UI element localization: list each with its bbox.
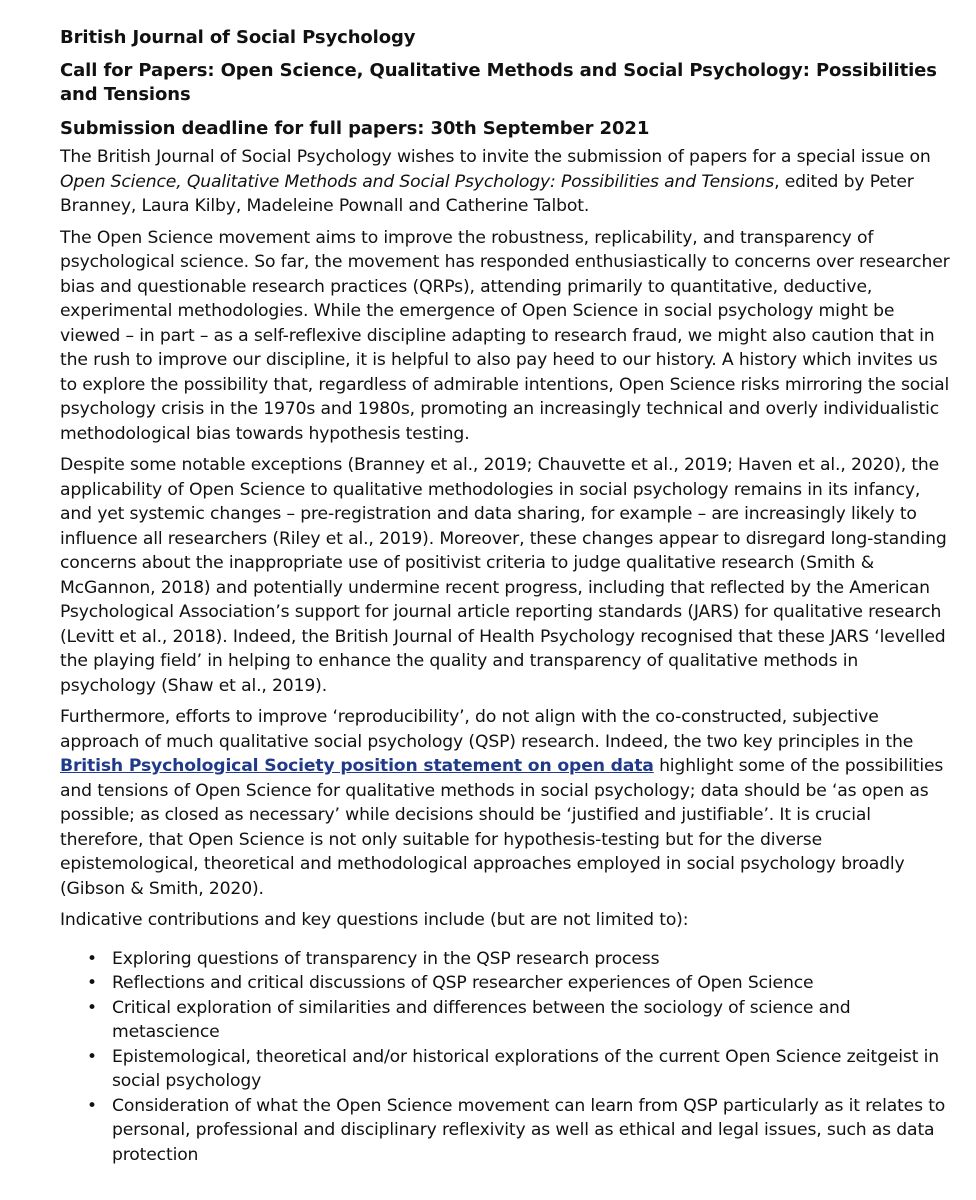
reproducibility-text-before: Furthermore, efforts to improve ‘reproducibility’, do not align with the co-constructed, subjective approach of much qualitative social psychology (QSP) research. Indeed, the two key principles in the [60,707,914,752]
list-item [60,1094,956,1168]
bullet-icon: • [87,973,97,993]
journal-name: British Journal of Social Psychology [60,27,416,48]
list-item [60,971,956,996]
bullet-icon: • [87,1046,97,1067]
list-item [60,947,956,972]
reproducibility-text-after: highlight some of the possibilities and tensions of Open Science for qualitative methods in social psychology; data should be ‘as open as possible; as closed as necessary’ while decisions should be ‘justified and justifiable’. It is crucial therefore, that Open Science is not only suitable for hypothesis-testing but for the diverse epistemological, theoretical and methodological approaches employed in social psychology broadly (Gibson & Smith, 2020). [60,756,944,899]
list-item [60,1045,956,1094]
bullet-icon: • [87,1095,97,1116]
contributions-list [60,947,956,1168]
list-intro: Indicative contributions and key questions include (but are not limited to): [60,910,689,930]
intro-text-before: The British Journal of Social Psychology wishes to invite the submission of papers for a special issue on [60,147,931,167]
submission-deadline: Submission deadline for full papers: 30th September 2021 [60,117,650,139]
list-item-text: Consideration of what the Open Science movement can learn from QSP particularly as it relates to personal, professional and disciplinary reflexivity as well as ethical and legal issues, such as data protection [112,1095,946,1165]
list-item [60,996,956,1045]
list-item-text: Critical exploration of similarities and differences between the sociology of science and metascience [112,997,851,1042]
open-science-paragraph: The Open Science movement aims to improve the robustness, replicability, and transparency of psychological science. So far, the movement has responded enthusiastically to concerns over researcher bias and questionable research practices (QRPs), attending primarily to quantitative, deductive, experimental methodologies. While the emergence of Open Science in social psychology might be viewed – in part – as a self-reflexive discipline adapting to research fraud, we might also caution that in the rush to improve our discipline, it is helpful to also pay heed to our history. A history which invites us to explore the possibility that, regardless of admirable intentions, Open Science risks mirroring the social psychology crisis in the 1970s and 1980s, promoting an increasingly technical and overly individualistic methodological bias towards hypothesis testing. [60,227,950,444]
bullet-icon: • [87,948,97,969]
intro-paragraph [60,145,956,219]
list-item-text: Exploring questions of transparency in the QSP research process [112,948,660,969]
qualitative-applicability-paragraph: Despite some notable exceptions (Branney et al., 2019; Chauvette et al., 2019; Haven et al., 2020), the applicability of Open Science to qualitative methodologies in social psychology remains in its infancy, and yet systemic changes – pre-registration and data sharing, for example – are increasingly likely to influence all researchers (Riley et al., 2019). Moreover, these changes appear to disregard long-standing concerns about the inappropriate use of positivist criteria to judge qualitative research (Smith & McGannon, 2018) and potentially undermine recent progress, including that reflected by the American Psychological Association’s support for journal article reporting standards (JARS) for qualitative research (Levitt et al., 2018). Indeed, the British Journal of Health Psychology recognised that these JARS ‘levelled the playing field’ in helping to enhance the quality and transparency of qualitative methods in psychology (Shaw et al., 2019). [60,455,947,696]
intro-text-after: , edited by Peter Branney, Laura Kilby, Madeleine Pownall and Catherine Talbot. [60,171,914,216]
reproducibility-paragraph [60,705,956,901]
list-item-text: Reflections and critical discussions of QSP researcher experiences of Open Science [112,973,814,993]
call-for-papers-title: Call for Papers: Open Science, Qualitative Methods and Social Psychology: Possibilities and Tensions [60,59,937,105]
bullet-icon: • [87,997,97,1018]
special-issue-title: Open Science, Qualitative Methods and Social Psychology: Possibilities and Tensions [60,171,775,192]
list-item-text: Epistemological, theoretical and/or historical explorations of the current Open Science zeitgeist in social psychology [112,1046,939,1091]
bps-position-statement-link[interactable]: British Psychological Society position statement on open data [60,756,654,776]
